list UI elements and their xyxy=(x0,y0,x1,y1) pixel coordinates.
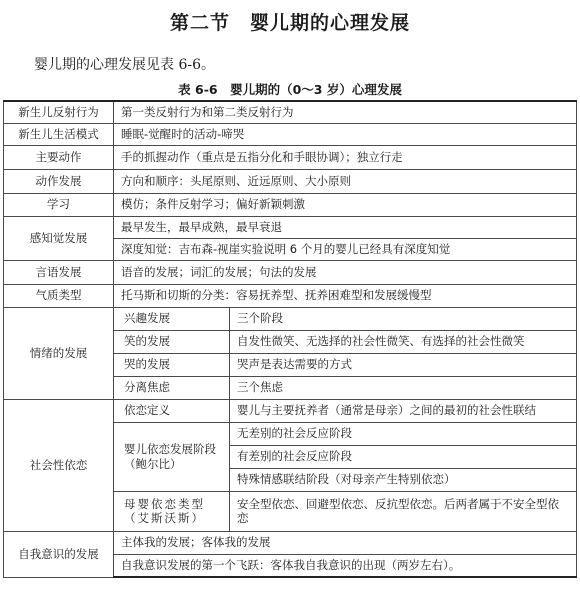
table-row xyxy=(4,307,577,330)
row-subcategory: 分离焦虑 xyxy=(114,376,230,399)
row-category: 情绪的发展 xyxy=(4,307,114,399)
row-content: 主体我的发展；客体我的发展 xyxy=(114,531,577,554)
table-row xyxy=(4,145,577,169)
row-category: 言语发展 xyxy=(4,260,114,284)
section-title: 第二节 婴儿期的心理发展 xyxy=(169,12,410,34)
intro-text: 婴儿期的心理发展见表 6-6。 xyxy=(34,57,215,73)
row-content: 手的抓握动作（重点是五指分化和手眼协调）；独立行走 xyxy=(114,145,577,169)
row-content: 三个焦虑 xyxy=(230,376,577,399)
row-content: 模仿；条件反射学习；偏好新颖刺激 xyxy=(114,193,577,216)
table-row xyxy=(4,399,577,422)
row-content: 特殊情感联结阶段（对母亲产生特别依恋） xyxy=(230,468,577,491)
table-row xyxy=(4,101,577,123)
row-content: 自发性微笑、无选择的社会性微笑、有选择的社会性微笑 xyxy=(230,330,577,353)
row-content: 婴儿与主要抚养者（通常是母亲）之间的最初的社会性联结 xyxy=(230,399,577,422)
row-content: 自我意识发展的第一个飞跃：客体我自我意识的出现（两岁左右）。 xyxy=(114,554,577,577)
row-category: 新生儿生活模式 xyxy=(4,123,114,145)
row-content: 安全型依恋、回避型依恋、反抗型依恋。后两者属于不安全型依恋 xyxy=(230,491,577,531)
row-content: 哭声是表达需要的方式 xyxy=(230,353,577,376)
row-category: 社会性依恋 xyxy=(4,399,114,531)
table-row xyxy=(4,123,577,145)
row-content: 方向和顺序：头尾原则、近远原则、大小原则 xyxy=(114,169,577,193)
row-subcategory: 兴趣发展 xyxy=(114,307,230,330)
table-row xyxy=(4,169,577,193)
row-subcategory: 笑的发展 xyxy=(114,330,230,353)
row-content: 睡眠-觉醒时的活动-啼哭 xyxy=(114,123,577,145)
table-row xyxy=(4,531,577,554)
table-row xyxy=(4,216,577,238)
row-content: 托马斯和切斯的分类：容易抚养型、抚养困难型和发展缓慢型 xyxy=(114,284,577,307)
development-table xyxy=(3,100,577,578)
row-category: 学习 xyxy=(4,193,114,216)
row-category: 新生儿反射行为 xyxy=(4,101,114,123)
row-content: 深度知觉：吉布森-视崖实验说明 6 个月的婴儿已经具有深度知觉 xyxy=(114,238,577,260)
row-content: 第一类反射行为和第二类反射行为 xyxy=(114,101,577,123)
row-content: 有差别的社会反应阶段 xyxy=(230,445,577,468)
row-content: 语音的发展；词汇的发展；句法的发展 xyxy=(114,260,577,284)
row-content: 最早发生，最早成熟，最早衰退 xyxy=(114,216,577,238)
row-subcategory: 母婴依恋类型（艾斯沃斯） xyxy=(114,491,230,531)
row-subcategory: 婴儿依恋发展阶段（鲍尔比） xyxy=(114,422,230,491)
row-category: 自我意识的发展 xyxy=(4,531,114,577)
table-row xyxy=(4,193,577,216)
row-subcategory: 哭的发展 xyxy=(114,353,230,376)
row-subcategory: 依恋定义 xyxy=(114,399,230,422)
row-content: 无差别的社会反应阶段 xyxy=(230,422,577,445)
row-category: 主要动作 xyxy=(4,145,114,169)
row-category: 动作发展 xyxy=(4,169,114,193)
row-category: 气质类型 xyxy=(4,284,114,307)
row-category: 感知觉发展 xyxy=(4,216,114,260)
table-row xyxy=(4,284,577,307)
row-content: 三个阶段 xyxy=(230,307,577,330)
table-caption: 表 6-6 婴儿期的（0～3 岁）心理发展 xyxy=(178,82,402,97)
table-row xyxy=(4,260,577,284)
